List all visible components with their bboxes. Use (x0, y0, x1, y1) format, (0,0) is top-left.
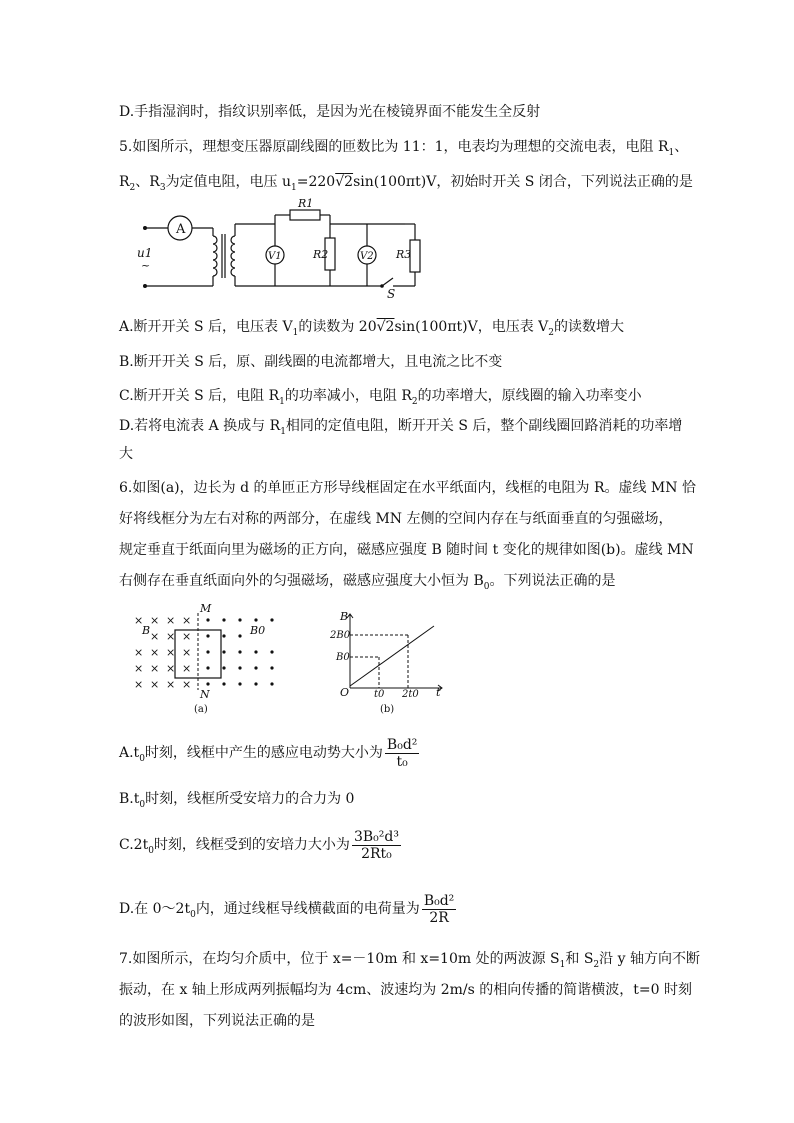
fraction-d: $\frac{\text{B₀d²}}{2R}$ (423, 892, 455, 926)
field-dot (222, 650, 225, 653)
q6-option-c: $C.2t_0$时刻，线框受到的安培力大小为 $\frac{\text{3B₀²d³}}{\text{2Rt₀}}$ (119, 828, 399, 862)
field-dot (238, 682, 241, 685)
axis-B: B (340, 610, 349, 623)
label-u1: u1 (137, 246, 153, 260)
q6-stem-line1: 6.如图(a)，边长为 d 的单匝正方形导线框固定在水平纸面内，线框的电阻为 R。虚线 MN 恰 (119, 480, 696, 496)
field-cross: × (134, 662, 144, 675)
caption-b: (b) (380, 704, 395, 715)
field-cross: × (182, 630, 192, 643)
q7-stem-line3: 的波形如图，下列说法正确的是 (119, 1013, 315, 1029)
field-dot (206, 634, 209, 637)
option-d-prev: D.手指湿润时，指纹识别率低，是因为光在棱镜界面不能发生全反射 (119, 104, 541, 120)
label-R3: R3 (396, 248, 412, 261)
label-V2: V2 (360, 251, 374, 262)
tick-t0: t0 (374, 689, 385, 700)
tick-B0: B0 (336, 652, 350, 663)
field-cross: × (166, 614, 176, 627)
figure-a-field (128, 600, 278, 715)
field-dot (206, 618, 209, 621)
field-cross: × (166, 662, 176, 675)
field-dot (206, 666, 209, 669)
q7-stem-line1: 7.如图所示，在均匀介质中，位于 x=－10m 和 x=10m 处的两波源 $S_1$和 $S_2$沿 y 轴方向不断 (119, 951, 700, 970)
label-N: N (200, 688, 210, 701)
field-dot (222, 666, 225, 669)
field-cross: × (150, 614, 160, 627)
q6-stem-line4: 右侧存在垂直纸面向外的匀强磁场，磁感应强度大小恒为 $B_0$。下列说法正确的是 (119, 573, 616, 592)
field-dot (254, 666, 257, 669)
field-cross: × (150, 630, 160, 643)
field-cross: × (182, 662, 192, 675)
field-cross: × (134, 614, 144, 627)
field-cross: × (166, 630, 176, 643)
sqrt-2: √2 (335, 174, 354, 190)
q5-stem-line1: 5.如图所示，理想变压器原副线圈的匝数比为 11：1，电表均为理想的交流电表，电阻 $R_1$、 (119, 139, 689, 158)
field-cross: × (182, 614, 192, 627)
tick-2t0: 2t0 (402, 689, 419, 700)
field-dot (254, 650, 257, 653)
q6-option-d: D.在 $0\sim 2t_0$内，通过线框导线横截面的电荷量为 $\frac{\text{B₀d²}}{2R}$ (119, 892, 455, 926)
field-dot (238, 666, 241, 669)
q6-stem-line3: 规定垂直于纸面向里为磁场的正方向，磁感应强度 B 随时间 t 变化的规律如图(b)。虚线 MN (119, 542, 694, 558)
field-dot (270, 666, 273, 669)
field-dot (238, 634, 241, 637)
q5-option-a: A.断开开关 S 后，电压表 $V_1$的读数为 20√2sin(100πt)V，电压表 $V_2$的读数增大 (119, 319, 625, 338)
field-cross: × (150, 678, 160, 691)
field-dot (206, 682, 209, 685)
field-cross: × (134, 678, 144, 691)
field-dot (206, 650, 209, 653)
field-dot (222, 682, 225, 685)
label-tilde: ~ (141, 259, 151, 272)
label-V1: V1 (268, 251, 282, 262)
field-dot (270, 618, 273, 621)
q6-option-b: $B.t_0$时刻，线框所受安培力的合力为 0 (119, 791, 355, 810)
label-M: M (200, 602, 212, 615)
label-R2: R2 (313, 248, 329, 261)
field-dot (222, 618, 225, 621)
field-dot (238, 618, 241, 621)
ammeter-label: A (176, 222, 186, 237)
field-cross: × (166, 678, 176, 691)
field-cross: × (182, 646, 192, 659)
tick-2B0: 2B0 (330, 630, 351, 641)
q5-option-d: D.若将电流表 A 换成与 $R_1$相同的定值电阻，断开开关 S 后，整个副线圈回路消耗的功率增 (119, 418, 683, 437)
q6-option-a: $A.t_0$时刻，线框中产生的感应电动势大小为 $\frac{\text{B₀d²}}{\text{t₀}}$ (119, 736, 418, 770)
field-cross: × (166, 646, 176, 659)
field-dot (270, 650, 273, 653)
label-R1: R1 (298, 197, 314, 210)
fraction-a: $\frac{\text{B₀d²}}{\text{t₀}}$ (386, 736, 418, 770)
field-cross: × (150, 662, 160, 675)
field-dot (254, 618, 257, 621)
figure-b-graph (330, 600, 455, 715)
field-dot (254, 682, 257, 685)
q5-option-b: B.断开开关 S 后，原、副线圈的电流都增大，且电流之比不变 (119, 354, 503, 370)
field-cross: × (150, 646, 160, 659)
label-B: B (142, 624, 151, 637)
field-cross: × (134, 646, 144, 659)
origin-O: O (340, 686, 350, 699)
circuit-diagram (135, 197, 435, 301)
field-cross: × (182, 678, 192, 691)
q5-stem-line2: $R_2$、$R_3$为定值电阻，电压 $u_1=220√2\sin(100\pi t)V$，初始时开关 S 闭合，下列说法正确的是 (119, 174, 693, 193)
field-dot (238, 650, 241, 653)
q6-stem-line2: 好将线框分为左右对称的两部分，在虚线 MN 左侧的空间内存在与纸面垂直的匀强磁场， (119, 511, 673, 527)
q7-stem-line2: 振动，在 x 轴上形成两列振幅均为 4cm、波速均为 2m/s 的相向传播的简谐横波，t=0 时刻 (119, 982, 692, 998)
caption-a: (a) (194, 704, 208, 715)
q5-option-d-cont: 大 (119, 446, 133, 462)
field-dot (222, 634, 225, 637)
fraction-c: $\frac{\text{3B₀²d³}}{\text{2Rt₀}}$ (353, 828, 399, 862)
field-dot (270, 682, 273, 685)
label-S: S (387, 287, 396, 301)
axis-t: t (436, 686, 441, 699)
q5-option-c: C.断开开关 S 后，电阻 $R_1$的功率减小，电阻 $R_2$的功率增大，原线圈的输入功率变小 (119, 388, 642, 407)
label-B0: B0 (250, 624, 266, 637)
